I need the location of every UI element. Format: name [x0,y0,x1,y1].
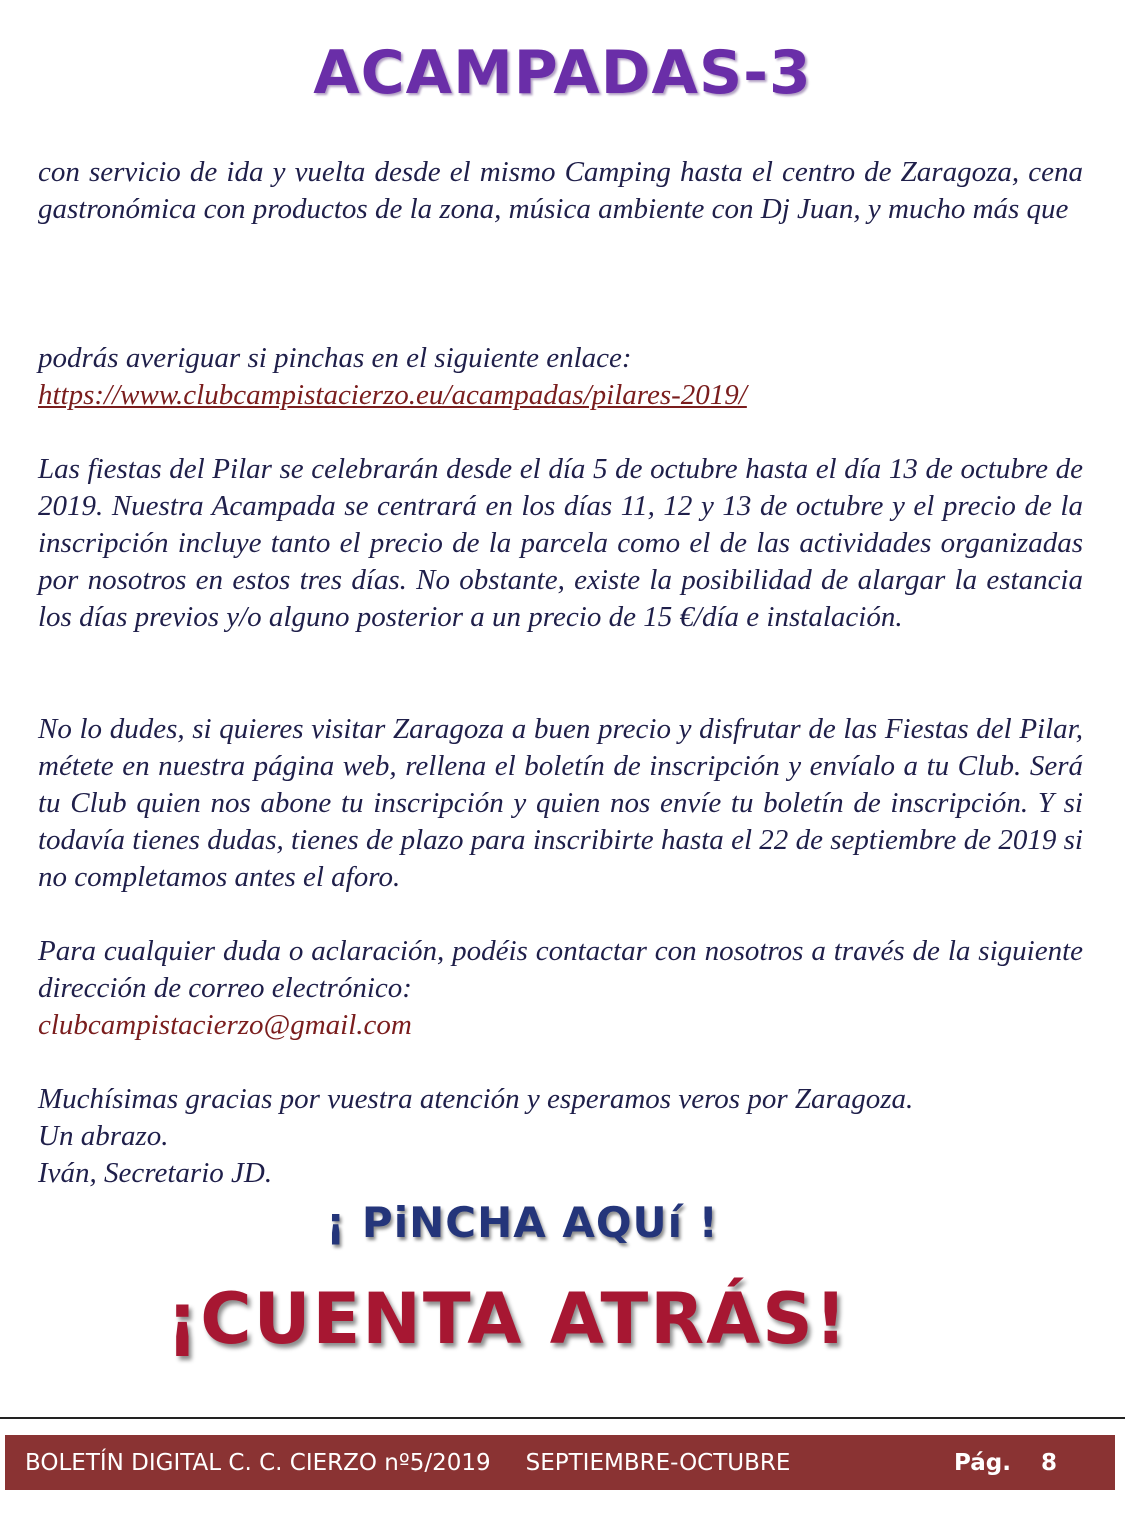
closing-signature: Iván, Secretario JD. [38,1157,273,1189]
closing-hug: Un abrazo. [38,1120,169,1152]
footer-page-number: 8 [1040,1449,1057,1476]
footer-publication: BOLETÍN DIGITAL C. C. CIERZO nº5/2019 [25,1449,491,1476]
footer-page-label: Pág. [954,1449,1011,1476]
footer-months: SEPTIEMBRE-OCTUBRE [525,1449,791,1476]
link-paragraph [38,340,1083,414]
intro-text: con servicio de ida y vuelta desde el mismo Camping hasta el centro de Zaragoza, cena gastronómica con productos de la zona, música ambiente con Dj Juan, y mucho más que [38,156,1083,225]
link-intro-text: podrás averiguar si pinchas en el siguiente enlace: [38,342,632,374]
dates-paragraph [38,451,1083,636]
intro-paragraph [38,154,1083,228]
page-footer [5,1435,1115,1490]
contact-paragraph [38,933,1083,1044]
contact-text: Para cualquier duda o aclaración, podéis contactar con nosotros a través de la siguiente dirección de correo electrónico: [38,935,1083,1004]
closing-thanks: Muchísimas gracias por vuestra atención y esperamos veros por Zaragoza. [38,1083,914,1115]
signup-text: No lo dudes, si quieres visitar Zaragoza a buen precio y disfrutar de las Fiestas del Pilar, métete en nuestra página web, rellena el boletín de inscripción y envíalo a tu Club. Será tu Club quien nos abone tu inscripción y quien nos envíe tu boletín de inscripción. Y si todavía tienes dudas, tienes de plazo para inscribirte hasta el 22 de septiembre de 2019 si no completamos antes el aforo. [38,713,1083,893]
page-title: ACAMPADAS-3 [313,38,812,108]
countdown-banner[interactable]: ¡CUENTA ATRÁS! [166,1278,849,1360]
dates-text: Las fiestas del Pilar se celebrarán desde el día 5 de octubre hasta el día 13 de octubre de 2019. Nuestra Acampada se centrará en los días 11, 12 y 13 de octubre y el precio de la inscripción incluye tanto el precio de la parcela como el de las actividades organizadas por nosotros en estos tres días. No obstante, existe la posibilidad de alargar la estancia los días previos y/o alguno posterior a un precio de 15 €/día e instalación. [38,453,1083,633]
closing-paragraph [38,1081,1083,1192]
signup-paragraph [38,711,1083,896]
click-here-banner[interactable]: ¡ PiNCHA AQUí ! [326,1198,719,1247]
footer-divider [0,1417,1125,1419]
pilares-2019-link[interactable]: https://www.clubcampistacierzo.eu/acampadas/pilares-2019/ [38,379,747,411]
contact-email-link[interactable]: clubcampistacierzo@gmail.com [38,1009,412,1041]
